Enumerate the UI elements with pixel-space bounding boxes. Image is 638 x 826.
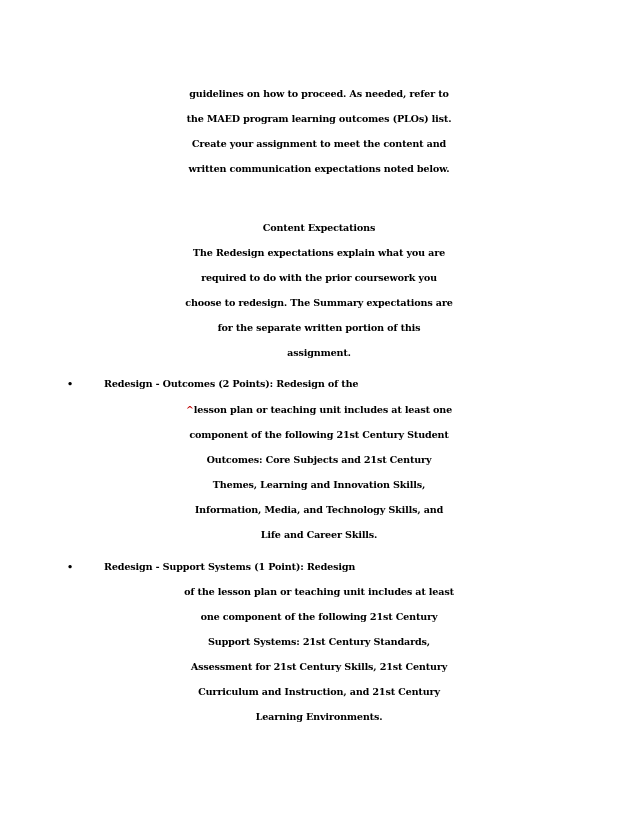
bullet-2-symbol: • <box>67 562 73 573</box>
bullet-1-text: Redesign - Outcomes (2 Points): Redesign of the <box>104 379 359 390</box>
caret-mark: ^ <box>185 405 194 416</box>
bullet-2-line-4: Support Systems: 21st Century Standards, <box>207 637 430 648</box>
bullet-2-line-2: of the lesson plan or teaching unit includes at least <box>184 587 454 598</box>
content-para-line-3: choose to redesign. The Summary expectations are <box>185 298 453 309</box>
bullet-2-line-7: Learning Environments. <box>255 712 383 723</box>
content-para-line-2: required to do with the prior coursework you <box>201 273 437 284</box>
content-expectations-heading: Content Expectations <box>262 223 376 234</box>
bullet-1-line-5: Themes, Learning and Innovation Skills, <box>212 480 426 491</box>
intro-line-4: written communication expectations noted below. <box>188 164 450 175</box>
intro-line-2: the MAED program learning outcomes (PLOs) list. <box>186 114 452 125</box>
bullet-1-line-2 <box>0 398 638 424</box>
bullet-2-line-6: Curriculum and Instruction, and 21st Century <box>198 687 440 698</box>
bullet-1-line-7: Life and Career Skills. <box>260 530 378 541</box>
intro-line-3: Create your assignment to meet the content and <box>191 139 447 150</box>
content-para-line-4: for the separate written portion of this <box>217 323 421 334</box>
intro-line-1: guidelines on how to proceed. As needed, refer to <box>189 89 449 100</box>
bullet-1-symbol: • <box>67 379 73 390</box>
bullet-1-line-2-text: lesson plan or teaching unit includes at least one <box>193 405 453 416</box>
bullet-1-line-4: Outcomes: Core Subjects and 21st Century <box>206 455 432 466</box>
bullet-2-line-3: one component of the following 21st Century <box>200 612 438 623</box>
bullet-2-text: Redesign - Support Systems (1 Point): Redesign <box>104 562 356 573</box>
content-para-line-5: assignment. <box>287 348 351 359</box>
bullet-1-line-6: Information, Media, and Technology Skills, and <box>194 505 444 516</box>
content-para-line-1: The Redesign expectations explain what you are <box>192 248 446 259</box>
bullet-1-line-3: component of the following 21st Century Student <box>189 430 449 441</box>
bullet-2-line-5: Assessment for 21st Century Skills, 21st Century <box>190 662 448 673</box>
